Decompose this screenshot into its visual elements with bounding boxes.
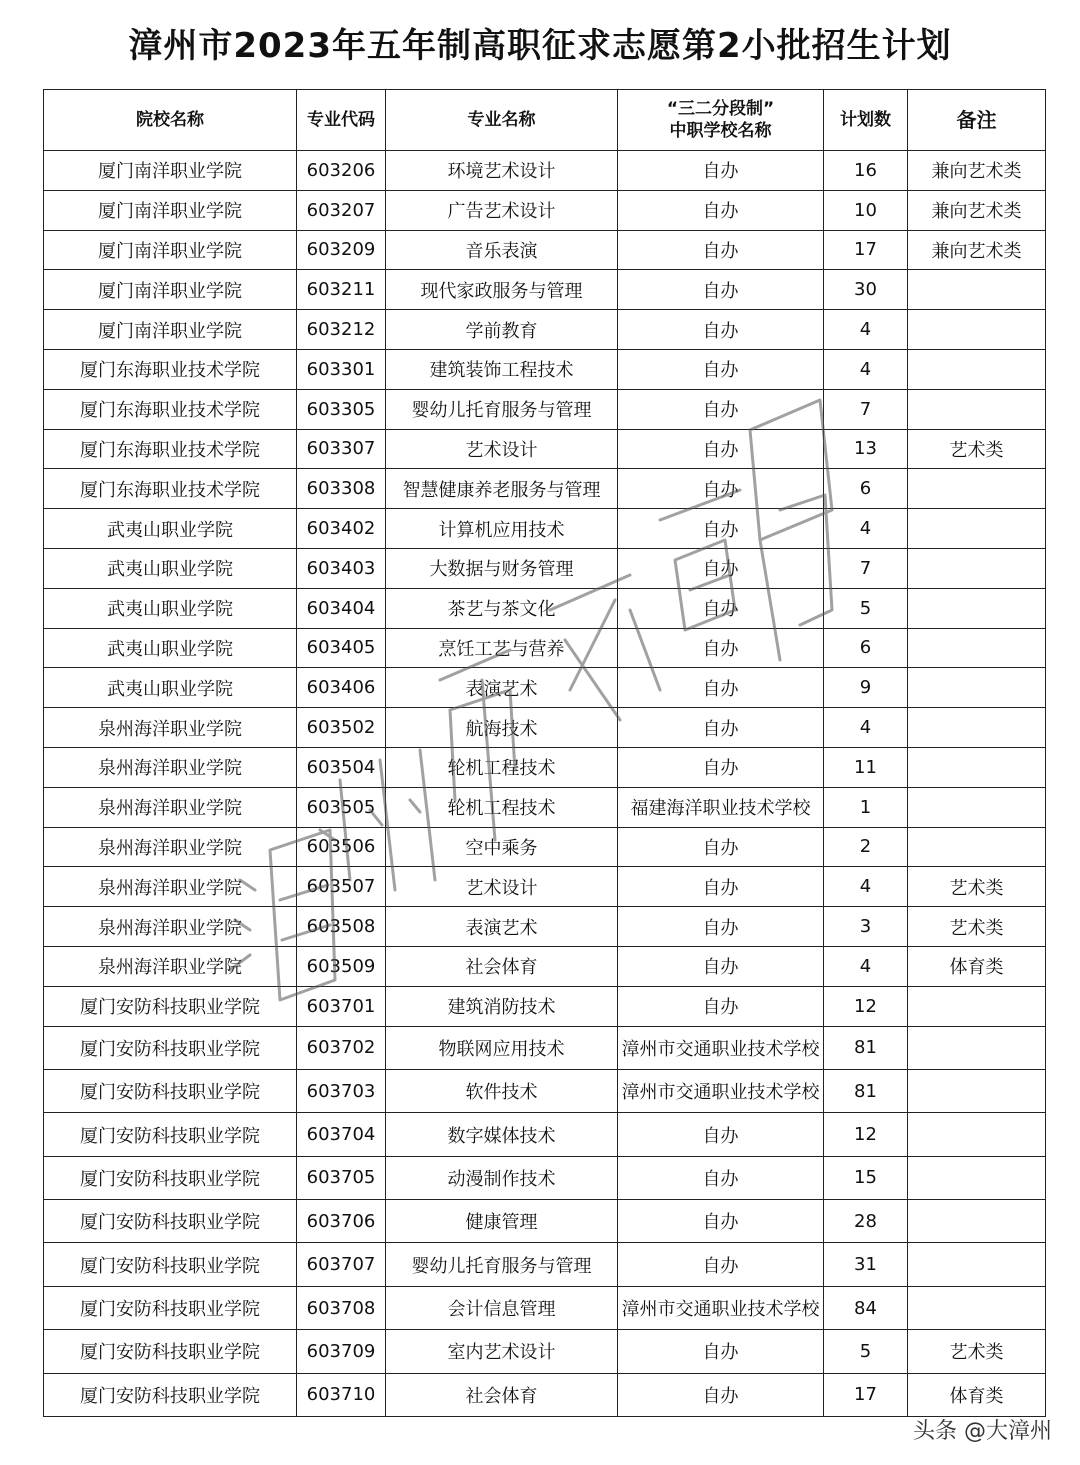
header-partner-line2: 中职学校名称 [669, 121, 772, 141]
cell-partner-school: 自办 [618, 747, 824, 787]
cell-count: 7 [824, 389, 908, 429]
cell-count: 16 [824, 151, 908, 191]
table-row [44, 349, 1046, 389]
cell-note [908, 986, 1046, 1026]
cell-code: 603507 [297, 867, 386, 907]
cell-school: 厦门南洋职业学院 [44, 230, 297, 270]
cell-note [908, 588, 1046, 628]
table-body [44, 151, 1046, 1417]
cell-count: 4 [824, 946, 908, 986]
table-row [44, 151, 1046, 191]
cell-partner-school: 自办 [618, 668, 824, 708]
cell-code: 603403 [297, 548, 386, 588]
cell-count: 6 [824, 628, 908, 668]
table-row [44, 429, 1046, 469]
cell-partner-school: 自办 [618, 310, 824, 350]
cell-school: 厦门东海职业技术学院 [44, 349, 297, 389]
header-count: 计划数 [824, 90, 908, 151]
cell-school: 泉州海洋职业学院 [44, 827, 297, 867]
cell-count: 28 [824, 1200, 908, 1243]
cell-note [908, 509, 1046, 549]
cell-school: 厦门安防科技职业学院 [44, 1156, 297, 1199]
table-row [44, 628, 1046, 668]
cell-code: 603710 [297, 1373, 386, 1416]
cell-major: 数字媒体技术 [386, 1113, 618, 1156]
cell-code: 603706 [297, 1200, 386, 1243]
cell-code: 603405 [297, 628, 386, 668]
cell-school: 厦门安防科技职业学院 [44, 1286, 297, 1329]
cell-count: 4 [824, 310, 908, 350]
cell-count: 5 [824, 588, 908, 628]
cell-note [908, 668, 1046, 708]
cell-school: 武夷山职业学院 [44, 588, 297, 628]
cell-count: 9 [824, 668, 908, 708]
cell-partner-school: 自办 [618, 389, 824, 429]
cell-school: 武夷山职业学院 [44, 509, 297, 549]
table-row [44, 946, 1046, 986]
cell-count: 12 [824, 986, 908, 1026]
cell-count: 4 [824, 509, 908, 549]
cell-code: 603705 [297, 1156, 386, 1199]
cell-partner-school: 自办 [618, 429, 824, 469]
cell-count: 4 [824, 708, 908, 748]
cell-code: 603211 [297, 270, 386, 310]
table-row [44, 469, 1046, 509]
table-row [44, 867, 1046, 907]
cell-note: 艺术类 [908, 867, 1046, 907]
cell-major: 茶艺与茶文化 [386, 588, 618, 628]
cell-school: 厦门安防科技职业学院 [44, 1330, 297, 1373]
cell-major: 空中乘务 [386, 827, 618, 867]
cell-note: 艺术类 [908, 1330, 1046, 1373]
cell-code: 603305 [297, 389, 386, 429]
cell-partner-school: 自办 [618, 1156, 824, 1199]
cell-major: 学前教育 [386, 310, 618, 350]
cell-note: 兼向艺术类 [908, 230, 1046, 270]
cell-school: 厦门南洋职业学院 [44, 151, 297, 191]
cell-code: 603505 [297, 787, 386, 827]
header-partner-line1: “三二分段制” [666, 99, 775, 119]
cell-major: 智慧健康养老服务与管理 [386, 469, 618, 509]
footer-watermark: 头条 @大漳州 [913, 1419, 1052, 1444]
cell-count: 13 [824, 429, 908, 469]
table-row [44, 1330, 1046, 1373]
cell-partner-school: 自办 [618, 469, 824, 509]
cell-school: 厦门南洋职业学院 [44, 270, 297, 310]
cell-school: 厦门安防科技职业学院 [44, 1243, 297, 1286]
cell-partner-school: 自办 [618, 946, 824, 986]
cell-code: 603707 [297, 1243, 386, 1286]
cell-school: 厦门安防科技职业学院 [44, 986, 297, 1026]
cell-partner-school: 自办 [618, 827, 824, 867]
cell-partner-school: 自办 [618, 270, 824, 310]
cell-major: 动漫制作技术 [386, 1156, 618, 1199]
cell-note [908, 548, 1046, 588]
cell-major: 健康管理 [386, 1200, 618, 1243]
cell-note [908, 1069, 1046, 1112]
cell-school: 泉州海洋职业学院 [44, 867, 297, 907]
table-row [44, 509, 1046, 549]
cell-note [908, 1286, 1046, 1329]
cell-note: 兼向艺术类 [908, 151, 1046, 191]
cell-note: 艺术类 [908, 907, 1046, 947]
cell-partner-school: 自办 [618, 509, 824, 549]
cell-code: 603508 [297, 907, 386, 947]
table-row [44, 1243, 1046, 1286]
cell-note [908, 1113, 1046, 1156]
cell-code: 603212 [297, 310, 386, 350]
cell-school: 武夷山职业学院 [44, 628, 297, 668]
cell-note [908, 1243, 1046, 1286]
cell-major: 社会体育 [386, 1373, 618, 1416]
cell-major: 广告艺术设计 [386, 190, 618, 230]
cell-major: 社会体育 [386, 946, 618, 986]
cell-school: 泉州海洋职业学院 [44, 907, 297, 947]
cell-count: 6 [824, 469, 908, 509]
header-school: 院校名称 [44, 90, 297, 151]
cell-code: 603206 [297, 151, 386, 191]
cell-major: 轮机工程技术 [386, 747, 618, 787]
cell-school: 厦门东海职业技术学院 [44, 389, 297, 429]
cell-code: 603708 [297, 1286, 386, 1329]
cell-note: 兼向艺术类 [908, 190, 1046, 230]
table-row [44, 986, 1046, 1026]
cell-note [908, 270, 1046, 310]
cell-major: 建筑消防技术 [386, 986, 618, 1026]
cell-code: 603301 [297, 349, 386, 389]
cell-note [908, 349, 1046, 389]
cell-count: 30 [824, 270, 908, 310]
cell-partner-school: 自办 [618, 907, 824, 947]
cell-major: 艺术设计 [386, 867, 618, 907]
cell-note [908, 310, 1046, 350]
cell-school: 厦门安防科技职业学院 [44, 1200, 297, 1243]
cell-partner-school: 自办 [618, 1200, 824, 1243]
cell-school: 武夷山职业学院 [44, 548, 297, 588]
cell-code: 603402 [297, 509, 386, 549]
cell-major: 现代家政服务与管理 [386, 270, 618, 310]
cell-school: 厦门安防科技职业学院 [44, 1373, 297, 1416]
cell-partner-school: 漳州市交通职业技术学校 [618, 1286, 824, 1329]
table-row [44, 1286, 1046, 1329]
cell-count: 4 [824, 867, 908, 907]
cell-major: 烹饪工艺与营养 [386, 628, 618, 668]
cell-school: 厦门南洋职业学院 [44, 310, 297, 350]
cell-note: 艺术类 [908, 429, 1046, 469]
cell-note [908, 708, 1046, 748]
cell-note [908, 628, 1046, 668]
cell-count: 7 [824, 548, 908, 588]
cell-count: 10 [824, 190, 908, 230]
cell-note [908, 469, 1046, 509]
cell-count: 84 [824, 1286, 908, 1329]
cell-note [908, 787, 1046, 827]
cell-note [908, 827, 1046, 867]
cell-major: 婴幼儿托育服务与管理 [386, 389, 618, 429]
table-row [44, 747, 1046, 787]
cell-code: 603701 [297, 986, 386, 1026]
cell-school: 泉州海洋职业学院 [44, 708, 297, 748]
cell-count: 3 [824, 907, 908, 947]
cell-major: 室内艺术设计 [386, 1330, 618, 1373]
cell-partner-school: 自办 [618, 349, 824, 389]
cell-count: 1 [824, 787, 908, 827]
cell-count: 31 [824, 1243, 908, 1286]
table-row [44, 787, 1046, 827]
cell-major: 航海技术 [386, 708, 618, 748]
cell-partner-school: 自办 [618, 1373, 824, 1416]
cell-partner-school: 自办 [618, 986, 824, 1026]
cell-partner-school: 自办 [618, 628, 824, 668]
cell-code: 603509 [297, 946, 386, 986]
cell-partner-school: 自办 [618, 190, 824, 230]
cell-code: 603704 [297, 1113, 386, 1156]
cell-code: 603506 [297, 827, 386, 867]
page-title: 漳州市2023年五年制高职征求志愿第2小批招生计划 [128, 26, 952, 66]
table-row [44, 230, 1046, 270]
header-partner-school [618, 90, 824, 151]
table-row [44, 668, 1046, 708]
cell-count: 81 [824, 1069, 908, 1112]
cell-major: 表演艺术 [386, 907, 618, 947]
cell-note [908, 747, 1046, 787]
cell-code: 603703 [297, 1069, 386, 1112]
cell-code: 603702 [297, 1026, 386, 1069]
cell-partner-school: 自办 [618, 548, 824, 588]
cell-note [908, 1200, 1046, 1243]
header-note: 备注 [908, 90, 1046, 151]
cell-count: 17 [824, 230, 908, 270]
cell-partner-school: 漳州市交通职业技术学校 [618, 1026, 824, 1069]
table-row [44, 827, 1046, 867]
cell-school: 泉州海洋职业学院 [44, 946, 297, 986]
cell-partner-school: 自办 [618, 230, 824, 270]
cell-school: 厦门安防科技职业学院 [44, 1069, 297, 1112]
cell-count: 81 [824, 1026, 908, 1069]
table-row [44, 1156, 1046, 1199]
cell-count: 4 [824, 349, 908, 389]
cell-partner-school: 漳州市交通职业技术学校 [618, 1069, 824, 1112]
cell-code: 603709 [297, 1330, 386, 1373]
cell-major: 大数据与财务管理 [386, 548, 618, 588]
table-row [44, 190, 1046, 230]
table-row [44, 1373, 1046, 1416]
cell-note: 体育类 [908, 946, 1046, 986]
cell-note [908, 1156, 1046, 1199]
table-header-row [44, 90, 1046, 151]
cell-partner-school: 自办 [618, 867, 824, 907]
table-row [44, 548, 1046, 588]
cell-partner-school: 自办 [618, 1113, 824, 1156]
table-row [44, 389, 1046, 429]
cell-school: 厦门东海职业技术学院 [44, 469, 297, 509]
cell-school: 厦门安防科技职业学院 [44, 1026, 297, 1069]
cell-note [908, 389, 1046, 429]
cell-code: 603406 [297, 668, 386, 708]
cell-partner-school: 自办 [618, 151, 824, 191]
cell-code: 603404 [297, 588, 386, 628]
cell-major: 会计信息管理 [386, 1286, 618, 1329]
cell-major: 环境艺术设计 [386, 151, 618, 191]
header-major: 专业名称 [386, 90, 618, 151]
enrollment-plan-table [43, 89, 1046, 1417]
table-row [44, 1200, 1046, 1243]
cell-school: 厦门南洋职业学院 [44, 190, 297, 230]
cell-major: 建筑装饰工程技术 [386, 349, 618, 389]
table-row [44, 310, 1046, 350]
cell-major: 表演艺术 [386, 668, 618, 708]
cell-partner-school: 福建海洋职业技术学校 [618, 787, 824, 827]
cell-code: 603207 [297, 190, 386, 230]
table-row [44, 1069, 1046, 1112]
cell-code: 603307 [297, 429, 386, 469]
cell-partner-school: 自办 [618, 1330, 824, 1373]
cell-major: 软件技术 [386, 1069, 618, 1112]
cell-note [908, 1026, 1046, 1069]
table-row [44, 907, 1046, 947]
cell-major: 婴幼儿托育服务与管理 [386, 1243, 618, 1286]
cell-note: 体育类 [908, 1373, 1046, 1416]
cell-count: 2 [824, 827, 908, 867]
cell-school: 厦门安防科技职业学院 [44, 1113, 297, 1156]
cell-major: 物联网应用技术 [386, 1026, 618, 1069]
cell-school: 泉州海洋职业学院 [44, 747, 297, 787]
cell-major: 音乐表演 [386, 230, 618, 270]
table-row [44, 588, 1046, 628]
cell-partner-school: 自办 [618, 1243, 824, 1286]
cell-partner-school: 自办 [618, 588, 824, 628]
cell-major: 计算机应用技术 [386, 509, 618, 549]
cell-code: 603502 [297, 708, 386, 748]
cell-count: 12 [824, 1113, 908, 1156]
cell-school: 厦门东海职业技术学院 [44, 429, 297, 469]
cell-count: 15 [824, 1156, 908, 1199]
cell-count: 17 [824, 1373, 908, 1416]
cell-count: 11 [824, 747, 908, 787]
cell-school: 泉州海洋职业学院 [44, 787, 297, 827]
header-code: 专业代码 [297, 90, 386, 151]
cell-major: 轮机工程技术 [386, 787, 618, 827]
cell-major: 艺术设计 [386, 429, 618, 469]
cell-code: 603308 [297, 469, 386, 509]
cell-count: 5 [824, 1330, 908, 1373]
table-row [44, 1026, 1046, 1069]
table-row [44, 1113, 1046, 1156]
table-row [44, 270, 1046, 310]
cell-code: 603209 [297, 230, 386, 270]
cell-code: 603504 [297, 747, 386, 787]
cell-school: 武夷山职业学院 [44, 668, 297, 708]
table-row [44, 708, 1046, 748]
cell-partner-school: 自办 [618, 708, 824, 748]
